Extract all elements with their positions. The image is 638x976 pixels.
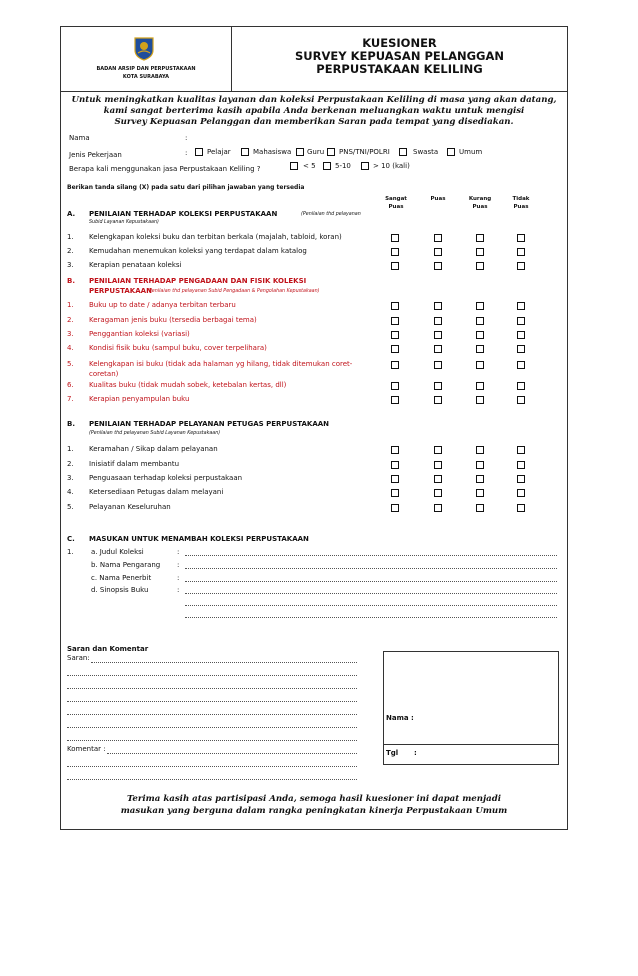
judul-koleksi-field[interactable] bbox=[185, 555, 557, 556]
form-header bbox=[61, 27, 567, 92]
field-colon-pengarang: : bbox=[177, 561, 180, 569]
koleksi-checkbox-puas[interactable] bbox=[434, 262, 442, 270]
nama-penerbit-field[interactable] bbox=[185, 581, 557, 582]
petugas-item-no: 4. bbox=[67, 488, 74, 496]
scale-header-kurang-puas: Kurang Puas bbox=[468, 196, 492, 210]
pengadaan-checkbox-sangat-puas[interactable] bbox=[391, 317, 399, 325]
koleksi-checkbox-kurang-puas[interactable] bbox=[476, 234, 484, 242]
title-line1: KUESIONER bbox=[362, 36, 437, 50]
field-colon-penerbit: : bbox=[177, 574, 180, 582]
petugas-checkbox-kurang-puas[interactable] bbox=[476, 475, 484, 483]
sinopsis-field-line2[interactable] bbox=[185, 605, 557, 606]
pengadaan-checkbox-tidak-puas[interactable] bbox=[517, 345, 525, 353]
section-b2-title: PENILAIAN TERHADAP PELAYANAN PETUGAS PERPUSTAKAAN bbox=[89, 420, 330, 428]
section-c-letter: C. bbox=[67, 535, 75, 543]
section-b1-letter: B. bbox=[67, 277, 75, 285]
section-b2-letter: B. bbox=[67, 420, 75, 428]
pengadaan-item-text: Kualitas buku (tidak mudah sobek, ketebalan kertas, dll) bbox=[89, 381, 287, 389]
freq-label-gt10: > 10 (kali) bbox=[373, 162, 410, 170]
pengadaan-checkbox-sangat-puas[interactable] bbox=[391, 345, 399, 353]
petugas-checkbox-tidak-puas[interactable] bbox=[517, 461, 525, 469]
sig-tgl-label: Tgl bbox=[386, 749, 399, 757]
form-title bbox=[232, 27, 567, 91]
pengadaan-checkbox-kurang-puas[interactable] bbox=[476, 345, 484, 353]
koleksi-checkbox-puas[interactable] bbox=[434, 248, 442, 256]
freq-label-lt5: < 5 bbox=[303, 162, 316, 170]
saran-line1[interactable] bbox=[91, 662, 357, 663]
pengadaan-checkbox-tidak-puas[interactable] bbox=[517, 396, 525, 404]
job-label-umum: Umum bbox=[459, 148, 483, 156]
petugas-item-text: Keramahan / Sikap dalam pelayanan bbox=[89, 445, 218, 453]
intro-line1: Untuk meningkatkan kualitas layanan dan koleksi Perpustakaan Keliling di masa yang akan datang, bbox=[71, 95, 557, 105]
field-label-sinopsis: d. Sinopsis Buku bbox=[91, 586, 149, 594]
koleksi-checkbox-tidak-puas[interactable] bbox=[517, 234, 525, 242]
section-b1-title2: PERPUSTAKAAN bbox=[89, 287, 152, 295]
petugas-item-no: 5. bbox=[67, 503, 74, 511]
petugas-checkbox-kurang-puas[interactable] bbox=[476, 446, 484, 454]
koleksi-item-no: 3. bbox=[67, 261, 74, 269]
pengadaan-checkbox-puas[interactable] bbox=[434, 396, 442, 404]
pengadaan-item-no: 7. bbox=[67, 395, 74, 403]
job-checkbox-mahasiswa[interactable] bbox=[241, 148, 249, 156]
pengadaan-checkbox-kurang-puas[interactable] bbox=[476, 302, 484, 310]
surabaya-emblem-icon bbox=[131, 35, 157, 61]
section-a-note: (Penilaian thd pelayanan bbox=[301, 212, 361, 217]
freq-checkbox-gt10[interactable] bbox=[361, 162, 369, 170]
komentar-line1[interactable] bbox=[107, 753, 357, 754]
petugas-checkbox-tidak-puas[interactable] bbox=[517, 446, 525, 454]
petugas-checkbox-puas[interactable] bbox=[434, 475, 442, 483]
petugas-checkbox-tidak-puas[interactable] bbox=[517, 489, 525, 497]
petugas-item-no: 2. bbox=[67, 460, 74, 468]
intro-line3: Survey Kepuasan Pelanggan dan memberikan Saran pada tempat yang disediakan. bbox=[114, 117, 514, 127]
section-a-letter: A. bbox=[67, 210, 76, 218]
job-checkbox-umum[interactable] bbox=[447, 148, 455, 156]
sig-nama-label: Nama : bbox=[386, 714, 414, 722]
pengadaan-checkbox-kurang-puas[interactable] bbox=[476, 396, 484, 404]
petugas-checkbox-puas[interactable] bbox=[434, 504, 442, 512]
koleksi-checkbox-sangat-puas[interactable] bbox=[391, 262, 399, 270]
jenis-colon: : bbox=[185, 149, 188, 157]
section-b2-note: (Penilaian thd pelayanan Subid Layanan Kepustakaan) bbox=[89, 431, 221, 436]
job-label-pns: PNS/TNI/POLRI bbox=[339, 148, 390, 156]
sig-divider bbox=[384, 744, 558, 745]
petugas-item-text: Penguasaan terhadap koleksi perpustakaan bbox=[89, 474, 243, 482]
petugas-checkbox-puas[interactable] bbox=[434, 446, 442, 454]
pengadaan-checkbox-kurang-puas[interactable] bbox=[476, 331, 484, 339]
pengadaan-item-text: Buku up to date / adanya terbitan terbaru bbox=[89, 301, 236, 309]
koleksi-item-no: 2. bbox=[67, 247, 74, 255]
section-b1-note: (Penilaian thd pelayanan Subid Pengadaan & Pengolahan Kepustakaan) bbox=[147, 289, 320, 294]
petugas-checkbox-puas[interactable] bbox=[434, 489, 442, 497]
pengadaan-checkbox-tidak-puas[interactable] bbox=[517, 302, 525, 310]
pengadaan-item-no: 5. bbox=[67, 360, 74, 368]
petugas-checkbox-kurang-puas[interactable] bbox=[476, 461, 484, 469]
pengadaan-checkbox-kurang-puas[interactable] bbox=[476, 361, 484, 369]
title-line2: SURVEY KEPUASAN PELANGGAN bbox=[295, 49, 504, 63]
thanks-line2: masukan yang berguna dalam rangka peningkatan kinerja Perpustakaan Umum bbox=[120, 806, 508, 816]
questionnaire-form bbox=[60, 26, 568, 830]
petugas-checkbox-kurang-puas[interactable] bbox=[476, 504, 484, 512]
section-a-note2: Subid Layanan Kepustakaan) bbox=[89, 220, 159, 225]
job-checkbox-pns[interactable] bbox=[327, 148, 335, 156]
field-label-judul: a. Judul Koleksi bbox=[91, 548, 144, 556]
field-colon-judul: : bbox=[177, 548, 180, 556]
pengadaan-item-no: 2. bbox=[67, 316, 74, 324]
job-label-swasta: Swasta bbox=[413, 148, 439, 156]
pengadaan-checkbox-kurang-puas[interactable] bbox=[476, 382, 484, 390]
petugas-checkbox-sangat-puas[interactable] bbox=[391, 489, 399, 497]
pengadaan-item-no: 4. bbox=[67, 344, 74, 352]
pengadaan-checkbox-sangat-puas[interactable] bbox=[391, 331, 399, 339]
job-checkbox-guru[interactable] bbox=[296, 148, 304, 156]
freq-checkbox-lt5[interactable] bbox=[290, 162, 298, 170]
freq-label: Berapa kali menggunakan jasa Perpustakaan Keliling ? bbox=[69, 165, 261, 173]
section-c-no: 1. bbox=[67, 548, 74, 556]
petugas-checkbox-sangat-puas[interactable] bbox=[391, 475, 399, 483]
petugas-item-no: 1. bbox=[67, 445, 74, 453]
pengadaan-item-text: Penggantian koleksi (variasi) bbox=[89, 330, 190, 338]
scale-header-tidak-puas: Tidak Puas bbox=[512, 196, 530, 210]
saran-line5[interactable] bbox=[67, 714, 357, 715]
pengadaan-checkbox-puas[interactable] bbox=[434, 382, 442, 390]
saran-line6[interactable] bbox=[67, 727, 357, 728]
koleksi-item-no: 1. bbox=[67, 233, 74, 241]
pengadaan-item-text: Kelengkapan isi buku (tidak ada halaman yg hilang, tidak ditemukan coret- bbox=[89, 360, 353, 368]
koleksi-item-text: Kerapian penataan koleksi bbox=[89, 261, 182, 269]
pengadaan-checkbox-puas[interactable] bbox=[434, 361, 442, 369]
petugas-item-text: Ketersediaan Petugas dalam melayani bbox=[89, 488, 224, 496]
scale-header-sangat-puas: Sangat Puas bbox=[385, 196, 407, 210]
pengadaan-checkbox-tidak-puas[interactable] bbox=[517, 382, 525, 390]
komentar-line3[interactable] bbox=[67, 779, 357, 780]
job-checkbox-swasta[interactable] bbox=[399, 148, 407, 156]
job-checkbox-pelajar[interactable] bbox=[195, 148, 203, 156]
org-block bbox=[61, 27, 232, 91]
koleksi-checkbox-puas[interactable] bbox=[434, 234, 442, 242]
signature-box[interactable] bbox=[383, 651, 559, 765]
saran-label: Saran: bbox=[67, 654, 90, 662]
pengadaan-checkbox-kurang-puas[interactable] bbox=[476, 317, 484, 325]
pengadaan-item-text: Kerapian penyampulan buku bbox=[89, 395, 190, 403]
thanks-text bbox=[61, 793, 567, 817]
pengadaan-item-text-cont: coretan) bbox=[89, 370, 119, 378]
job-label-mahasiswa: Mahasiswa bbox=[253, 148, 292, 156]
koleksi-checkbox-kurang-puas[interactable] bbox=[476, 262, 484, 270]
petugas-checkbox-sangat-puas[interactable] bbox=[391, 461, 399, 469]
koleksi-item-text: Kelengkapan koleksi buku dan terbitan berkala (majalah, tabloid, koran) bbox=[89, 233, 342, 241]
job-label-pelajar: Pelajar bbox=[207, 148, 231, 156]
scale-header-puas: Puas bbox=[430, 196, 446, 202]
instruction-text: Berikan tanda silang (X) pada satu dari pilihan jawaban yang tersedia bbox=[67, 184, 305, 191]
pengadaan-checkbox-puas[interactable] bbox=[434, 345, 442, 353]
koleksi-item-text: Kemudahan menemukan koleksi yang terdapat dalam katalog bbox=[89, 247, 307, 255]
sinopsis-field-line1[interactable] bbox=[185, 593, 557, 594]
nama-colon: : bbox=[185, 134, 188, 142]
petugas-checkbox-tidak-puas[interactable] bbox=[517, 504, 525, 512]
petugas-item-text: Pelayanan Keseluruhan bbox=[89, 503, 171, 511]
job-label-guru: Guru bbox=[307, 148, 325, 156]
pengadaan-item-no: 6. bbox=[67, 381, 74, 389]
field-label-penerbit: c. Nama Penerbit bbox=[91, 574, 152, 582]
petugas-checkbox-sangat-puas[interactable] bbox=[391, 504, 399, 512]
freq-checkbox-5-10[interactable] bbox=[323, 162, 331, 170]
pengadaan-checkbox-tidak-puas[interactable] bbox=[517, 331, 525, 339]
field-colon-sinopsis: : bbox=[177, 586, 180, 594]
petugas-checkbox-puas[interactable] bbox=[434, 461, 442, 469]
saran-title: Saran dan Komentar bbox=[67, 645, 149, 653]
komentar-label: Komentar : bbox=[67, 745, 106, 753]
jenis-label: Jenis Pekerjaan bbox=[69, 151, 122, 159]
komentar-line2[interactable] bbox=[67, 766, 357, 767]
koleksi-checkbox-kurang-puas[interactable] bbox=[476, 248, 484, 256]
org-name bbox=[61, 65, 231, 81]
saran-line7[interactable] bbox=[67, 740, 357, 741]
pengadaan-checkbox-tidak-puas[interactable] bbox=[517, 361, 525, 369]
petugas-checkbox-kurang-puas[interactable] bbox=[476, 489, 484, 497]
saran-line2[interactable] bbox=[67, 675, 357, 676]
pengadaan-item-text: Kondisi fisik buku (sampul buku, cover terpelihara) bbox=[89, 344, 267, 352]
sig-tgl-colon: : bbox=[414, 749, 417, 757]
pengadaan-item-text: Keragaman jenis buku (tersedia berbagai tema) bbox=[89, 316, 257, 324]
org-line2: KOTA SURABAYA bbox=[122, 74, 170, 80]
petugas-checkbox-tidak-puas[interactable] bbox=[517, 475, 525, 483]
saran-line3[interactable] bbox=[67, 688, 357, 689]
intro-text bbox=[61, 95, 567, 128]
pengadaan-checkbox-sangat-puas[interactable] bbox=[391, 396, 399, 404]
pengadaan-checkbox-puas[interactable] bbox=[434, 317, 442, 325]
nama-label: Nama bbox=[69, 134, 90, 142]
field-label-pengarang: b. Nama Pengarang bbox=[91, 561, 161, 569]
section-b1-title: PENILAIAN TERHADAP PENGADAAN DAN FISIK KOLEKSI bbox=[89, 277, 307, 285]
thanks-line1: Terima kasih atas partisipasi Anda, semoga hasil kuesioner ini dapat menjadi bbox=[127, 794, 501, 804]
pengadaan-checkbox-sangat-puas[interactable] bbox=[391, 302, 399, 310]
koleksi-checkbox-sangat-puas[interactable] bbox=[391, 234, 399, 242]
saran-line4[interactable] bbox=[67, 701, 357, 702]
pengadaan-checkbox-puas[interactable] bbox=[434, 331, 442, 339]
sinopsis-field-line3[interactable] bbox=[185, 617, 557, 618]
pengadaan-checkbox-sangat-puas[interactable] bbox=[391, 382, 399, 390]
petugas-item-text: Inisiatif dalam membantu bbox=[89, 460, 180, 468]
petugas-checkbox-sangat-puas[interactable] bbox=[391, 446, 399, 454]
section-c-title: MASUKAN UNTUK MENAMBAH KOLEKSI PERPUSTAKAAN bbox=[89, 535, 309, 543]
petugas-item-no: 3. bbox=[67, 474, 74, 482]
koleksi-checkbox-tidak-puas[interactable] bbox=[517, 248, 525, 256]
nama-pengarang-field[interactable] bbox=[185, 568, 557, 569]
koleksi-checkbox-tidak-puas[interactable] bbox=[517, 262, 525, 270]
section-a-title: PENILAIAN TERHADAP KOLEKSI PERPUSTAKAAN bbox=[89, 210, 278, 218]
koleksi-checkbox-sangat-puas[interactable] bbox=[391, 248, 399, 256]
pengadaan-item-no: 1. bbox=[67, 301, 74, 309]
title-line3: PERPUSTAKAAN KELILING bbox=[316, 62, 483, 76]
pengadaan-checkbox-tidak-puas[interactable] bbox=[517, 317, 525, 325]
pengadaan-checkbox-puas[interactable] bbox=[434, 302, 442, 310]
org-line1: BADAN ARSIP DAN PERPUSTAKAAN bbox=[96, 66, 196, 72]
pengadaan-item-no: 3. bbox=[67, 330, 74, 338]
intro-line2: kami sangat berterima kasih apabila Anda berkenan meluangkan waktu untuk mengisi bbox=[103, 106, 525, 116]
pengadaan-checkbox-sangat-puas[interactable] bbox=[391, 361, 399, 369]
freq-label-5-10: 5-10 bbox=[335, 162, 351, 170]
